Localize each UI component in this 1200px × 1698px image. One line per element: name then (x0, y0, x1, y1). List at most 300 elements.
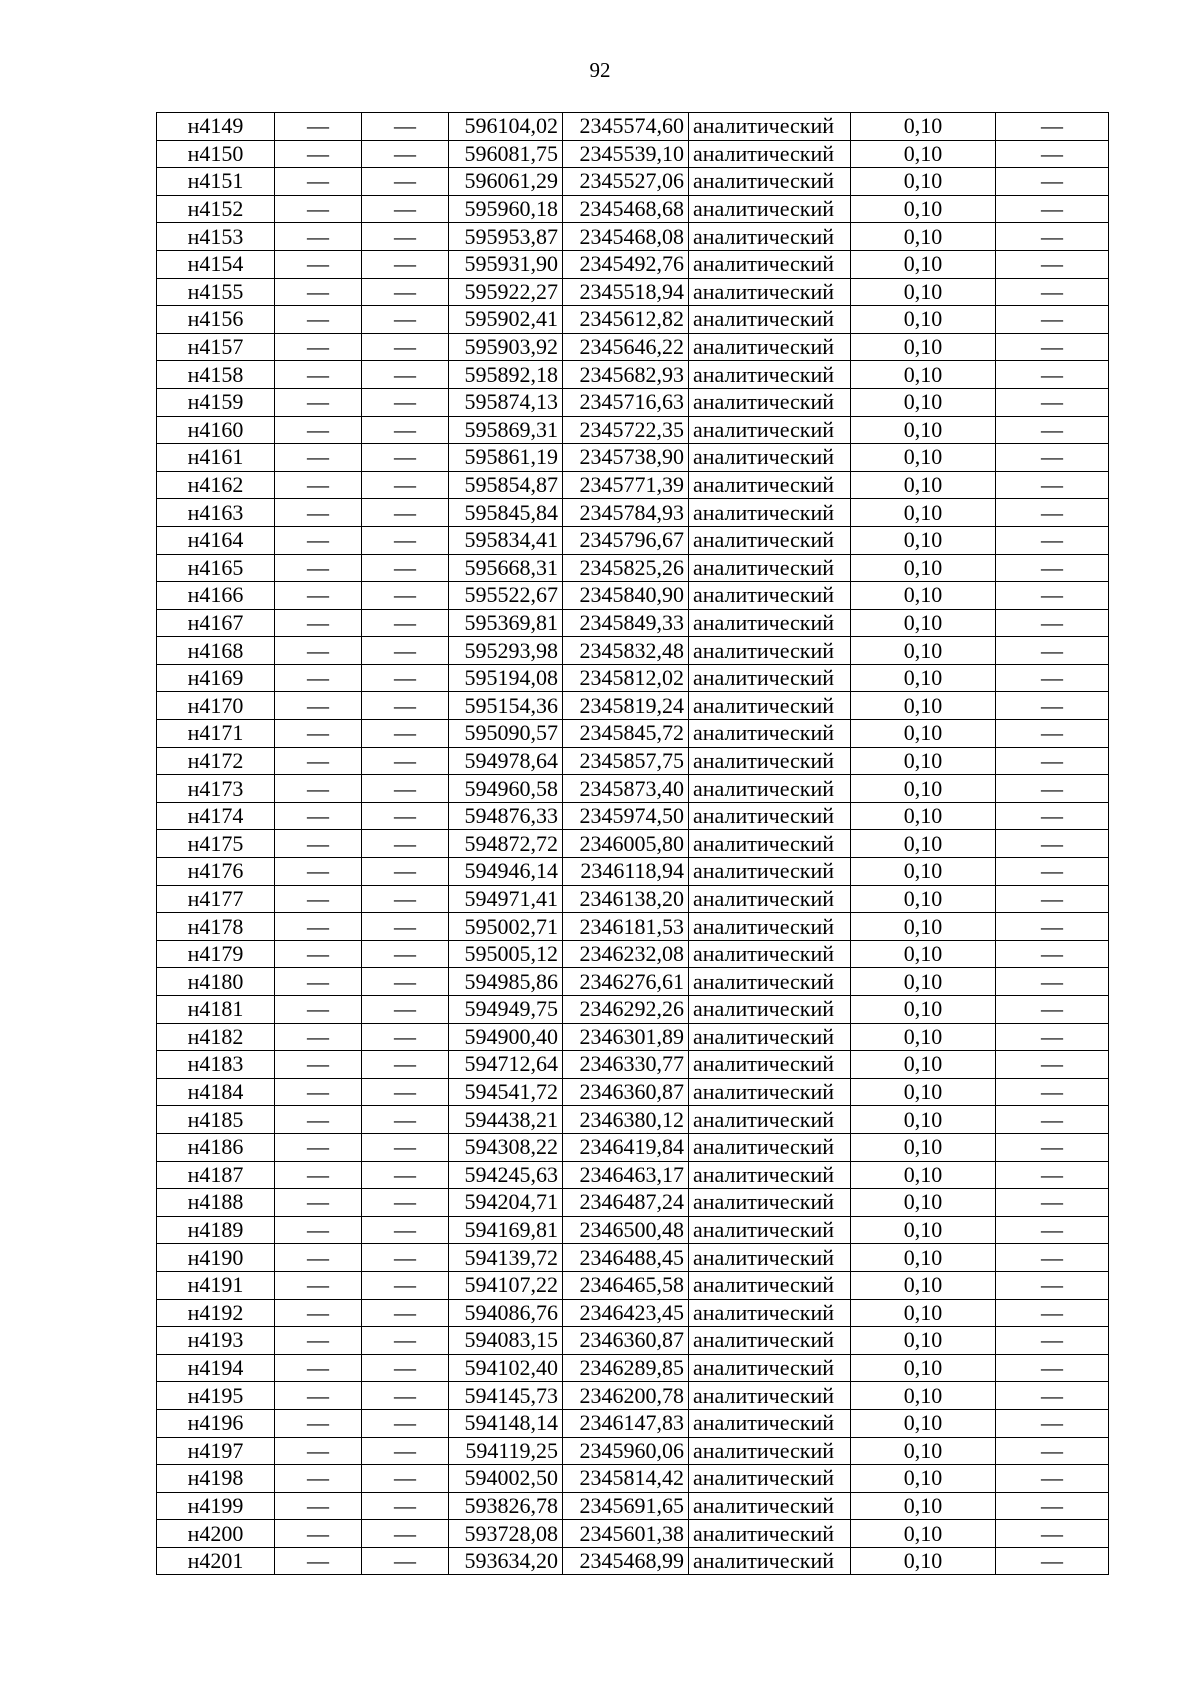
empty-y-cell: — (362, 802, 449, 830)
empty-x-cell: — (275, 1354, 362, 1382)
accuracy-cell: 0,10 (851, 996, 996, 1024)
description-cell: — (996, 637, 1109, 665)
table-row (157, 1161, 1109, 1189)
table-row (157, 1133, 1109, 1161)
accuracy-cell: 0,10 (851, 140, 996, 168)
empty-x-cell: — (275, 913, 362, 941)
method-cell: аналитический (689, 747, 851, 775)
x-coordinate-cell: 595874,13 (449, 388, 563, 416)
y-coordinate-cell: 2346289,85 (563, 1354, 689, 1382)
accuracy-cell: 0,10 (851, 968, 996, 996)
point-name-cell: н4187 (157, 1161, 275, 1189)
empty-y-cell: — (362, 1354, 449, 1382)
description-cell: — (996, 885, 1109, 913)
point-name-cell: н4173 (157, 775, 275, 803)
description-cell: — (996, 775, 1109, 803)
table-row (157, 195, 1109, 223)
empty-y-cell: — (362, 361, 449, 389)
point-name-cell: н4171 (157, 720, 275, 748)
table-row (157, 747, 1109, 775)
method-cell: аналитический (689, 1271, 851, 1299)
accuracy-cell: 0,10 (851, 388, 996, 416)
description-cell: — (996, 113, 1109, 141)
accuracy-cell: 0,10 (851, 113, 996, 141)
method-cell: аналитический (689, 913, 851, 941)
x-coordinate-cell: 595293,98 (449, 637, 563, 665)
point-name-cell: н4188 (157, 1189, 275, 1217)
empty-y-cell: — (362, 223, 449, 251)
x-coordinate-cell: 595668,31 (449, 554, 563, 582)
x-coordinate-cell: 595002,71 (449, 913, 563, 941)
point-name-cell: н4167 (157, 609, 275, 637)
table-row (157, 1051, 1109, 1079)
empty-x-cell: — (275, 940, 362, 968)
empty-y-cell: — (362, 968, 449, 996)
description-cell: — (996, 913, 1109, 941)
table-row (157, 858, 1109, 886)
point-name-cell: н4152 (157, 195, 275, 223)
empty-x-cell: — (275, 1465, 362, 1493)
description-cell: — (996, 1078, 1109, 1106)
method-cell: аналитический (689, 361, 851, 389)
accuracy-cell: 0,10 (851, 278, 996, 306)
accuracy-cell: 0,10 (851, 885, 996, 913)
empty-x-cell: — (275, 278, 362, 306)
y-coordinate-cell: 2346138,20 (563, 885, 689, 913)
empty-x-cell: — (275, 1106, 362, 1134)
accuracy-cell: 0,10 (851, 1327, 996, 1355)
y-coordinate-cell: 2346360,87 (563, 1078, 689, 1106)
accuracy-cell: 0,10 (851, 609, 996, 637)
table-row (157, 1078, 1109, 1106)
x-coordinate-cell: 595892,18 (449, 361, 563, 389)
empty-x-cell: — (275, 609, 362, 637)
empty-y-cell: — (362, 747, 449, 775)
point-name-cell: н4197 (157, 1437, 275, 1465)
description-cell: — (996, 692, 1109, 720)
x-coordinate-cell: 596104,02 (449, 113, 563, 141)
empty-x-cell: — (275, 223, 362, 251)
description-cell: — (996, 1465, 1109, 1493)
empty-x-cell: — (275, 1133, 362, 1161)
x-coordinate-cell: 594145,73 (449, 1382, 563, 1410)
point-name-cell: н4180 (157, 968, 275, 996)
description-cell: — (996, 1327, 1109, 1355)
empty-y-cell: — (362, 1023, 449, 1051)
empty-x-cell: — (275, 1271, 362, 1299)
point-name-cell: н4198 (157, 1465, 275, 1493)
y-coordinate-cell: 2346292,26 (563, 996, 689, 1024)
table-row (157, 692, 1109, 720)
accuracy-cell: 0,10 (851, 1244, 996, 1272)
empty-x-cell: — (275, 775, 362, 803)
point-name-cell: н4189 (157, 1216, 275, 1244)
empty-x-cell: — (275, 1189, 362, 1217)
point-name-cell: н4186 (157, 1133, 275, 1161)
description-cell: — (996, 1271, 1109, 1299)
y-coordinate-cell: 2345845,72 (563, 720, 689, 748)
y-coordinate-cell: 2346500,48 (563, 1216, 689, 1244)
empty-y-cell: — (362, 1299, 449, 1327)
x-coordinate-cell: 594119,25 (449, 1437, 563, 1465)
y-coordinate-cell: 2345716,63 (563, 388, 689, 416)
x-coordinate-cell: 595931,90 (449, 250, 563, 278)
accuracy-cell: 0,10 (851, 1520, 996, 1548)
description-cell: — (996, 1106, 1109, 1134)
table-row (157, 140, 1109, 168)
description-cell: — (996, 140, 1109, 168)
y-coordinate-cell: 2345784,93 (563, 499, 689, 527)
accuracy-cell: 0,10 (851, 168, 996, 196)
empty-x-cell: — (275, 802, 362, 830)
accuracy-cell: 0,10 (851, 195, 996, 223)
method-cell: аналитический (689, 1189, 851, 1217)
x-coordinate-cell: 595922,27 (449, 278, 563, 306)
empty-x-cell: — (275, 333, 362, 361)
accuracy-cell: 0,10 (851, 554, 996, 582)
table-row (157, 1547, 1109, 1575)
method-cell: аналитический (689, 1023, 851, 1051)
accuracy-cell: 0,10 (851, 775, 996, 803)
x-coordinate-cell: 596061,29 (449, 168, 563, 196)
table-row (157, 1189, 1109, 1217)
empty-x-cell: — (275, 444, 362, 472)
method-cell: аналитический (689, 195, 851, 223)
empty-x-cell: — (275, 168, 362, 196)
empty-x-cell: — (275, 1161, 362, 1189)
method-cell: аналитический (689, 885, 851, 913)
description-cell: — (996, 1189, 1109, 1217)
empty-y-cell: — (362, 1161, 449, 1189)
empty-y-cell: — (362, 664, 449, 692)
point-name-cell: н4179 (157, 940, 275, 968)
accuracy-cell: 0,10 (851, 1216, 996, 1244)
x-coordinate-cell: 595869,31 (449, 416, 563, 444)
method-cell: аналитический (689, 1216, 851, 1244)
accuracy-cell: 0,10 (851, 858, 996, 886)
accuracy-cell: 0,10 (851, 747, 996, 775)
y-coordinate-cell: 2345691,65 (563, 1492, 689, 1520)
x-coordinate-cell: 594900,40 (449, 1023, 563, 1051)
point-name-cell: н4200 (157, 1520, 275, 1548)
accuracy-cell: 0,10 (851, 1299, 996, 1327)
y-coordinate-cell: 2345832,48 (563, 637, 689, 665)
table-row (157, 1409, 1109, 1437)
method-cell: аналитический (689, 140, 851, 168)
y-coordinate-cell: 2345646,22 (563, 333, 689, 361)
table-row (157, 637, 1109, 665)
description-cell: — (996, 388, 1109, 416)
empty-y-cell: — (362, 830, 449, 858)
empty-y-cell: — (362, 1244, 449, 1272)
point-name-cell: н4158 (157, 361, 275, 389)
description-cell: — (996, 1382, 1109, 1410)
empty-x-cell: — (275, 1216, 362, 1244)
description-cell: — (996, 802, 1109, 830)
y-coordinate-cell: 2346330,77 (563, 1051, 689, 1079)
empty-y-cell: — (362, 913, 449, 941)
x-coordinate-cell: 594876,33 (449, 802, 563, 830)
empty-y-cell: — (362, 1106, 449, 1134)
y-coordinate-cell: 2345492,76 (563, 250, 689, 278)
accuracy-cell: 0,10 (851, 223, 996, 251)
description-cell: — (996, 609, 1109, 637)
empty-y-cell: — (362, 278, 449, 306)
accuracy-cell: 0,10 (851, 692, 996, 720)
y-coordinate-cell: 2346360,87 (563, 1327, 689, 1355)
empty-x-cell: — (275, 250, 362, 278)
description-cell: — (996, 250, 1109, 278)
empty-x-cell: — (275, 306, 362, 334)
x-coordinate-cell: 595902,41 (449, 306, 563, 334)
description-cell: — (996, 720, 1109, 748)
y-coordinate-cell: 2346488,45 (563, 1244, 689, 1272)
point-name-cell: н4153 (157, 223, 275, 251)
empty-y-cell: — (362, 885, 449, 913)
description-cell: — (996, 168, 1109, 196)
point-name-cell: н4163 (157, 499, 275, 527)
table-row (157, 1520, 1109, 1548)
empty-y-cell: — (362, 1271, 449, 1299)
point-name-cell: н4192 (157, 1299, 275, 1327)
empty-x-cell: — (275, 361, 362, 389)
description-cell: — (996, 223, 1109, 251)
empty-x-cell: — (275, 471, 362, 499)
x-coordinate-cell: 594946,14 (449, 858, 563, 886)
description-cell: — (996, 444, 1109, 472)
y-coordinate-cell: 2345960,06 (563, 1437, 689, 1465)
x-coordinate-cell: 595090,57 (449, 720, 563, 748)
description-cell: — (996, 664, 1109, 692)
accuracy-cell: 0,10 (851, 1023, 996, 1051)
y-coordinate-cell: 2345849,33 (563, 609, 689, 637)
point-name-cell: н4162 (157, 471, 275, 499)
table-row (157, 968, 1109, 996)
y-coordinate-cell: 2346463,17 (563, 1161, 689, 1189)
empty-y-cell: — (362, 940, 449, 968)
x-coordinate-cell: 594541,72 (449, 1078, 563, 1106)
table-row (157, 720, 1109, 748)
point-name-cell: н4185 (157, 1106, 275, 1134)
y-coordinate-cell: 2345812,02 (563, 664, 689, 692)
table-row (157, 526, 1109, 554)
empty-y-cell: — (362, 637, 449, 665)
table-row (157, 940, 1109, 968)
empty-y-cell: — (362, 1437, 449, 1465)
table-row (157, 250, 1109, 278)
table-row (157, 1299, 1109, 1327)
table-row (157, 582, 1109, 610)
y-coordinate-cell: 2345738,90 (563, 444, 689, 472)
y-coordinate-cell: 2346380,12 (563, 1106, 689, 1134)
y-coordinate-cell: 2345612,82 (563, 306, 689, 334)
empty-x-cell: — (275, 416, 362, 444)
table-row (157, 554, 1109, 582)
method-cell: аналитический (689, 1244, 851, 1272)
table-row (157, 499, 1109, 527)
method-cell: аналитический (689, 775, 851, 803)
y-coordinate-cell: 2346181,53 (563, 913, 689, 941)
empty-y-cell: — (362, 996, 449, 1024)
empty-y-cell: — (362, 1327, 449, 1355)
table-row (157, 1023, 1109, 1051)
y-coordinate-cell: 2345825,26 (563, 554, 689, 582)
description-cell: — (996, 996, 1109, 1024)
description-cell: — (996, 1409, 1109, 1437)
y-coordinate-cell: 2345974,50 (563, 802, 689, 830)
point-name-cell: н4175 (157, 830, 275, 858)
point-name-cell: н4193 (157, 1327, 275, 1355)
y-coordinate-cell: 2345857,75 (563, 747, 689, 775)
accuracy-cell: 0,10 (851, 333, 996, 361)
empty-x-cell: — (275, 1023, 362, 1051)
x-coordinate-cell: 595960,18 (449, 195, 563, 223)
y-coordinate-cell: 2345796,67 (563, 526, 689, 554)
accuracy-cell: 0,10 (851, 802, 996, 830)
description-cell: — (996, 306, 1109, 334)
point-name-cell: н4149 (157, 113, 275, 141)
method-cell: аналитический (689, 471, 851, 499)
method-cell: аналитический (689, 637, 851, 665)
x-coordinate-cell: 594245,63 (449, 1161, 563, 1189)
method-cell: аналитический (689, 1465, 851, 1493)
empty-y-cell: — (362, 140, 449, 168)
table-row (157, 471, 1109, 499)
x-coordinate-cell: 596081,75 (449, 140, 563, 168)
x-coordinate-cell: 594148,14 (449, 1409, 563, 1437)
method-cell: аналитический (689, 968, 851, 996)
table-row (157, 1382, 1109, 1410)
method-cell: аналитический (689, 1382, 851, 1410)
table-row (157, 333, 1109, 361)
method-cell: аналитический (689, 1106, 851, 1134)
empty-x-cell: — (275, 388, 362, 416)
method-cell: аналитический (689, 582, 851, 610)
y-coordinate-cell: 2345518,94 (563, 278, 689, 306)
table-row (157, 1492, 1109, 1520)
y-coordinate-cell: 2345814,42 (563, 1465, 689, 1493)
point-name-cell: н4166 (157, 582, 275, 610)
empty-y-cell: — (362, 333, 449, 361)
x-coordinate-cell: 594204,71 (449, 1189, 563, 1217)
empty-y-cell: — (362, 609, 449, 637)
description-cell: — (996, 526, 1109, 554)
table-row (157, 1465, 1109, 1493)
x-coordinate-cell: 594086,76 (449, 1299, 563, 1327)
accuracy-cell: 0,10 (851, 1051, 996, 1079)
description-cell: — (996, 471, 1109, 499)
description-cell: — (996, 499, 1109, 527)
point-name-cell: н4199 (157, 1492, 275, 1520)
table-row (157, 361, 1109, 389)
x-coordinate-cell: 594985,86 (449, 968, 563, 996)
x-coordinate-cell: 595861,19 (449, 444, 563, 472)
point-name-cell: н4168 (157, 637, 275, 665)
method-cell: аналитический (689, 1520, 851, 1548)
y-coordinate-cell: 2346487,24 (563, 1189, 689, 1217)
x-coordinate-cell: 594971,41 (449, 885, 563, 913)
table-row (157, 664, 1109, 692)
method-cell: аналитический (689, 720, 851, 748)
accuracy-cell: 0,10 (851, 1133, 996, 1161)
accuracy-cell: 0,10 (851, 471, 996, 499)
x-coordinate-cell: 594102,40 (449, 1354, 563, 1382)
accuracy-cell: 0,10 (851, 1437, 996, 1465)
point-name-cell: н4170 (157, 692, 275, 720)
method-cell: аналитический (689, 1492, 851, 1520)
table-row (157, 775, 1109, 803)
y-coordinate-cell: 2345722,35 (563, 416, 689, 444)
y-coordinate-cell: 2345682,93 (563, 361, 689, 389)
method-cell: аналитический (689, 1051, 851, 1079)
description-cell: — (996, 968, 1109, 996)
empty-y-cell: — (362, 1492, 449, 1520)
empty-x-cell: — (275, 1382, 362, 1410)
description-cell: — (996, 416, 1109, 444)
table-row (157, 913, 1109, 941)
empty-x-cell: — (275, 1409, 362, 1437)
empty-x-cell: — (275, 1244, 362, 1272)
description-cell: — (996, 1354, 1109, 1382)
x-coordinate-cell: 595834,41 (449, 526, 563, 554)
y-coordinate-cell: 2346232,08 (563, 940, 689, 968)
empty-x-cell: — (275, 1437, 362, 1465)
y-coordinate-cell: 2345468,08 (563, 223, 689, 251)
point-name-cell: н4182 (157, 1023, 275, 1051)
point-name-cell: н4157 (157, 333, 275, 361)
empty-x-cell: — (275, 720, 362, 748)
point-name-cell: н4195 (157, 1382, 275, 1410)
table-row (157, 306, 1109, 334)
table-row (157, 1106, 1109, 1134)
point-name-cell: н4159 (157, 388, 275, 416)
y-coordinate-cell: 2345468,68 (563, 195, 689, 223)
x-coordinate-cell: 593728,08 (449, 1520, 563, 1548)
y-coordinate-cell: 2345539,10 (563, 140, 689, 168)
x-coordinate-cell: 594438,21 (449, 1106, 563, 1134)
x-coordinate-cell: 594712,64 (449, 1051, 563, 1079)
y-coordinate-cell: 2345527,06 (563, 168, 689, 196)
table-row (157, 609, 1109, 637)
y-coordinate-cell: 2345771,39 (563, 471, 689, 499)
empty-x-cell: — (275, 554, 362, 582)
empty-x-cell: — (275, 664, 362, 692)
x-coordinate-cell: 595005,12 (449, 940, 563, 968)
y-coordinate-cell: 2345840,90 (563, 582, 689, 610)
description-cell: — (996, 747, 1109, 775)
empty-x-cell: — (275, 113, 362, 141)
empty-y-cell: — (362, 113, 449, 141)
method-cell: аналитический (689, 692, 851, 720)
method-cell: аналитический (689, 554, 851, 582)
empty-y-cell: — (362, 416, 449, 444)
y-coordinate-cell: 2346419,84 (563, 1133, 689, 1161)
x-coordinate-cell: 594872,72 (449, 830, 563, 858)
method-cell: аналитический (689, 1327, 851, 1355)
empty-y-cell: — (362, 250, 449, 278)
y-coordinate-cell: 2346423,45 (563, 1299, 689, 1327)
y-coordinate-cell: 2345601,38 (563, 1520, 689, 1548)
method-cell: аналитический (689, 388, 851, 416)
x-coordinate-cell: 594107,22 (449, 1271, 563, 1299)
empty-y-cell: — (362, 444, 449, 472)
accuracy-cell: 0,10 (851, 1354, 996, 1382)
accuracy-cell: 0,10 (851, 1465, 996, 1493)
empty-x-cell: — (275, 830, 362, 858)
accuracy-cell: 0,10 (851, 1161, 996, 1189)
description-cell: — (996, 278, 1109, 306)
method-cell: аналитический (689, 1437, 851, 1465)
